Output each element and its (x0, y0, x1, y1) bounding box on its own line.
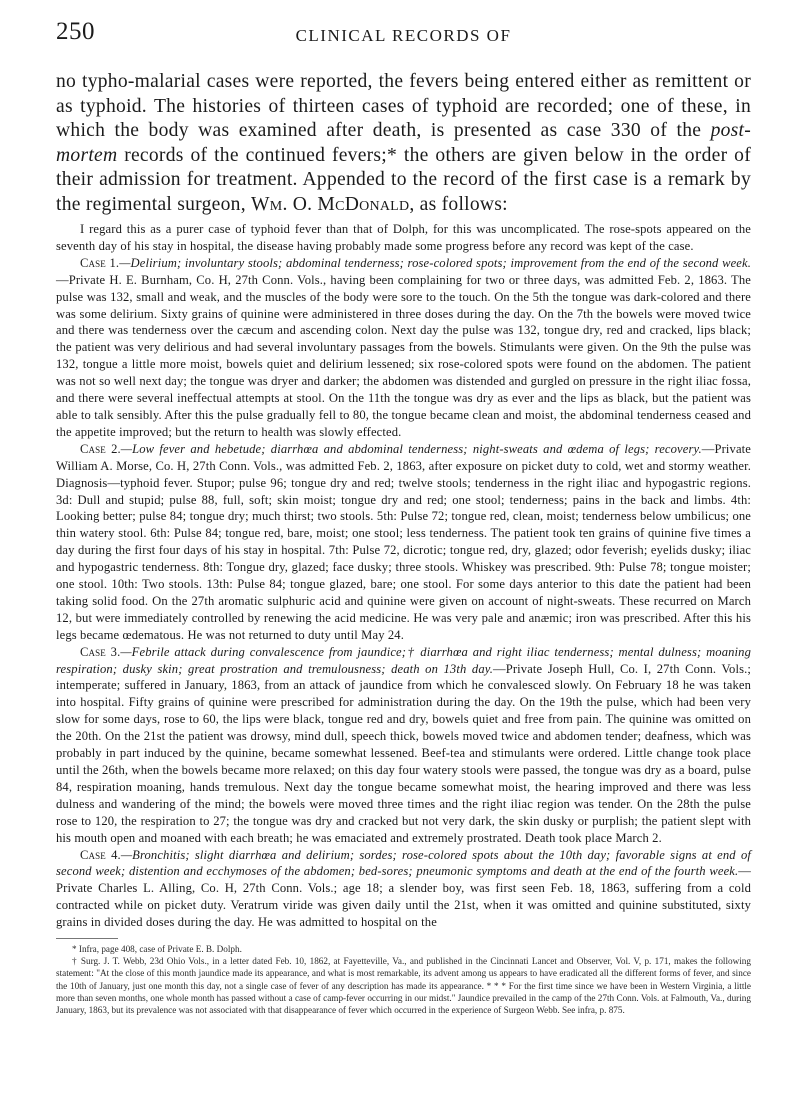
surgeon-name: Wm. O. McDonald, (251, 193, 415, 215)
running-title: CLINICAL RECORDS OF (295, 26, 512, 45)
case-4-label: Case 4. (80, 847, 121, 862)
case-4 (56, 847, 751, 932)
case-3-subtitle: —Febrile attack during convalescence from jaundice;† diarrhœa and right iliac tenderness; mental dulness; moaning respiration; dusky skin; great prostration and tremulousness; death on 13th day. (56, 644, 751, 676)
case-1-subtitle: —Delirium; involuntary stools; abdominal tenderness; rose-colored spots; improvement from the end of the second week. (119, 255, 751, 270)
footnote-2: † Surg. J. T. Webb, 23d Ohio Vols., in a letter dated Feb. 10, 1862, at Fayetteville, Va., and published in the Cincinnati Lancet and Observer, Vol. V, p. 171, makes the following statement: "At the close of this month jaundice made its appearance, and what is most remarkable, its advent among us appears to have eradicated all the different forms of fever, and since the 10th of January, just one month this day, not a single case of fever of any description has made its appearance. * * * For the first time since we have been in Western Virginia, a little more than seven months, one whole month has passed without a case of camp-fever occurring in our midst." Jaundice prevailed in the camp of the 27th Conn. Vols. at Falmouth, Va., during January, 1863, but its prevalence was not associated with that disappearance of fever which occurred in the experience of Surgeon Webb. See infra, p. 875. (56, 956, 751, 1016)
intro-text-end: as follows: (419, 193, 508, 215)
case-1-label: Case 1. (80, 255, 120, 270)
case-2-subtitle: —Low fever and hebetude; diarrhœa and abdominal tenderness; night-sweats and œdema of legs; recovery. (120, 441, 702, 456)
case-2 (56, 441, 751, 644)
running-head (56, 18, 751, 52)
case-4-subtitle: —Bronchitis; slight diarrhœa and delirium; sordes; rose-colored spots about the 10th day; favorable signs at end of second week; distention and ecchymoses of the abdomen; bed-sores; pneumonic symptoms and death at the end of the fourth week. (56, 847, 751, 879)
footnote-1: * Infra, page 408, case of Private E. B. Dolph. (72, 944, 242, 955)
case-3-text: —Private Joseph Hull, Co. I, 27th Conn. Vols.; intemperate; suffered in January, 1863, from an attack of jaundice from which he convalesced slowly. On February 18 he was taken into hospital. Fifty grains of quinine were prescribed for administration during the day. On the 19th the pulse, which had been very slow for some days, rose to 60, the lips were black, tongue red and dry, bowels quiet and free from pain. The quinine was omitted on the 20th. On the 21st the patient was drowsy, mind dull, speech thick, bowels moved twice and abdomen tender; deafness, which was probably in part induced by the quinine, became somewhat lessened. Beef-tea and stimulants were ordered. Little change took place until the 26th, when the bowels became more relaxed; on this day four watery stools were passed, the tongue was dry as a board, pulse 84, respiration moaning, hands tremulous. Next day the tongue became somewhat moist, the hearing improved and there was less dulness and wandering of the mind; the bowels were moved three times and the right iliac region was tender. On the 28th the pulse rose to 120, the respiration to 27; the tongue was dry and cracked but not very dark, the skin dusky or purplish; the patient slept with his mouth open and moaned with each breath; he was emaciated and extremely prostrated. Death took place March 2. (56, 661, 752, 845)
case-3 (56, 644, 751, 847)
case-2-label: Case 2. (80, 441, 121, 456)
footnotes (56, 943, 751, 1016)
page (56, 18, 751, 1016)
case-3-label: Case 3. (80, 644, 121, 659)
footnote-divider (56, 938, 118, 939)
post-mortem-term: post-mortem (56, 120, 751, 166)
intro-text: no typho-malarial cases were reported, the fevers being entered either as remittent or as typhoid. The histories of thirteen cases of typhoid are recorded; one of these, in which the body was examined after death, is presented as case 330 of the (56, 71, 751, 141)
case-1-text: —Private H. E. Burnham, Co. H, 27th Conn. Vols., having been complaining for two or three days, was admitted Feb. 2, 1863. The pulse was 132, small and weak, and the muscles of the body were sore to the touch. On the 5th the tongue was dark-colored and there was some delirium. Sixty grains of quinine were administered in three doses during the day. On the 7th the bowels were moved twice and there was tenderness over the cæcum and ascending colon. Next day the pulse was 132, tongue dry, red and cracked, lips black; the patient was very delirious and had several involuntary passages from the bowels. Stimulants were given. On the 9th the pulse was 132, tongue a little more moist, bowels quiet and delirium lessened; six rose-colored spots were found on the abdomen. The patient was not so well next day; the tongue was dryer and darker; the abdomen was distended and gurgled on pressure in the right iliac fossa, and there were several ineffectual attempts at stool. On the 11th the tongue was dry as ever and the lips as black, but the patient was able to talk sensibly. After this the pulse gradually fell to 80, the tongue became clean and moist, the abdominal tenderness ceased and the appetite improved; but the return to health was slowly effected. (56, 272, 751, 439)
intro-paragraph (56, 70, 751, 217)
intro-text-continued: records of the continued fevers;* the others are given below in the order of their admission for treatment. Appended to the record of the first case is a remark by the regimental surgeon, (56, 144, 751, 215)
page-number: 250 (56, 18, 95, 45)
case-records (56, 221, 751, 931)
case-2-text: —Private William A. Morse, Co. H, 27th Conn. Vols., was admitted Feb. 2, 1863, after exposure on picket duty to cold, wet and stormy weather. Diagnosis—typhoid fever. Stupor; pulse 96; tongue dry and red; twelve stools; tenderness in the right iliac and hypogastric regions. 3d: Dull and stupid; pulse 88, full, soft; skin moist; tongue dry and red; one stool; tenderness; pains in the back and limbs. 4th: Looking better; pulse 84; tongue dry; much thirst; two stools. 5th: Pulse 72; tongue red, clean, moist; tenderness below umbilicus; one thin watery stool. 6th: Pulse 84; tongue red, bare, moist; one stool; less tenderness. The patient took ten grains of quinine five times a day during the first four days of his stay in hospital. 7th: Pulse 72, dicrotic; tongue red, dry, glazed; odor feverish; eyelids dusky; iliac and hypogastric tenderness. 8th: Tongue dry, glazed; face dusky; three stools. Whiskey was prescribed. 9th: Pulse 78; tongue moister; one stool. 10th: Two stools. 13th: Pulse 84; tongue glazed, bare; one stool. For some days anterior to this date the patient had been taking solid food. On the 27th aromatic sulphuric acid and quinine were given on account of night-sweats. These recurred on March 12, but were immediately controlled by renewing the acid medicine. He was very pale and anæmic; iron was prescribed. After this his legs became œdematous. He was not returned to duty until May 24. (56, 441, 752, 642)
case-1 (56, 255, 751, 441)
case-4-text: —Private Charles L. Alling, Co. H, 27th Conn. Vols.; age 18; a slender boy, was first seen Feb. 18, 1863, suffering from a cold contracted while on picket duty. Veratrum viride was given daily until the 21st, when it was omitted and quinine substituted, sixty grains in divided doses during the day. He was admitted to hospital on the (56, 864, 751, 930)
surgeon-remark: I regard this as a purer case of typhoid fever than that of Dolph, for this was uncomplicated. The rose-spots appeared on the seventh day of his stay in hospital, the disease having probably made some progress before any record was kept of the case. (56, 222, 751, 253)
